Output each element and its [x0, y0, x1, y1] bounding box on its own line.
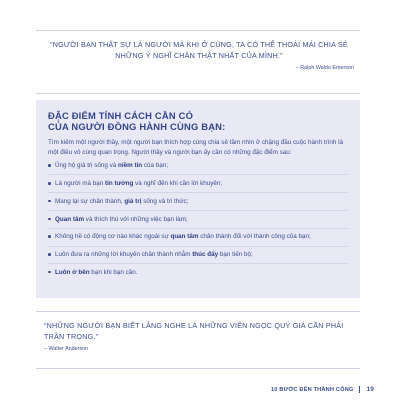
list-item: Mang lại sự chân thành, giá trị sống và tri thức;: [48, 197, 348, 211]
list-item: Là người mà bạn tin tưởng và nghĩ đến khi cần lời khuyên;: [48, 179, 348, 193]
footer-divider: [359, 386, 360, 393]
traits-panel: [36, 100, 360, 298]
footer-book-title: 10 BƯỚC ĐẾN THÀNH CÔNG: [270, 386, 354, 393]
panel-title-line1: ĐẶC ĐIỂM TÍNH CÁCH CẦN CÓ: [48, 110, 194, 121]
bottom-quote-box: [36, 311, 360, 369]
bottom-quote-author: – Walter Anderson: [44, 346, 89, 352]
panel-intro: Tìm kiếm một người thầy, một người bạn thích hợp cùng chia sẻ tầm nhìn ở chặng đầu cuộc hành trình là một điều vô cùng quan trọng. Người thầy và người bạn ấy cần có những đặc điểm sau:: [48, 139, 344, 156]
page-footer: [271, 386, 374, 393]
bottom-quote-text: “NHỮNG NGƯỜI BẠN BIẾT LẮNG NGHE LÀ NHỮNG VIÊN NGỌC QUÝ GIÁ CẦN PHẢI TRÂN TRỌNG.”: [44, 321, 344, 341]
traits-list: [48, 161, 348, 281]
page-number: 19: [366, 386, 374, 393]
list-item: Luôn ở bên bạn khi bạn cần.: [48, 268, 348, 281]
list-item: Không hề có động cơ nào khác ngoài sự quan tâm chân thành đối với thành công của bạn;: [48, 232, 348, 246]
top-quote-author: – Ralph Waldo Emerson: [295, 65, 354, 71]
list-item: Ủng hộ giá trị sống và niềm tin của bạn;: [48, 161, 348, 175]
list-item: Quan tâm và thích thú với những việc bạn làm;: [48, 215, 348, 229]
top-quote-box: [36, 30, 360, 94]
panel-title-line2: CỦA NGƯỜI ĐỒNG HÀNH CÙNG BẠN:: [48, 121, 226, 132]
list-item: Luôn đưa ra những lời khuyên chân thành nhằm thúc đẩy bạn tiến bộ;: [48, 250, 348, 264]
panel-title: [48, 110, 348, 132]
top-quote-text: “NGƯỜI BẠN THẬT SỰ LÀ NGƯỜI MÀ KHI Ở CÙNG, TA CÓ THỂ THOẢI MÁI CHIA SẺ NHỮNG Ý NGHĨ CHÂN THẬT NHẤT CỦA MÌNH.”: [50, 40, 348, 60]
